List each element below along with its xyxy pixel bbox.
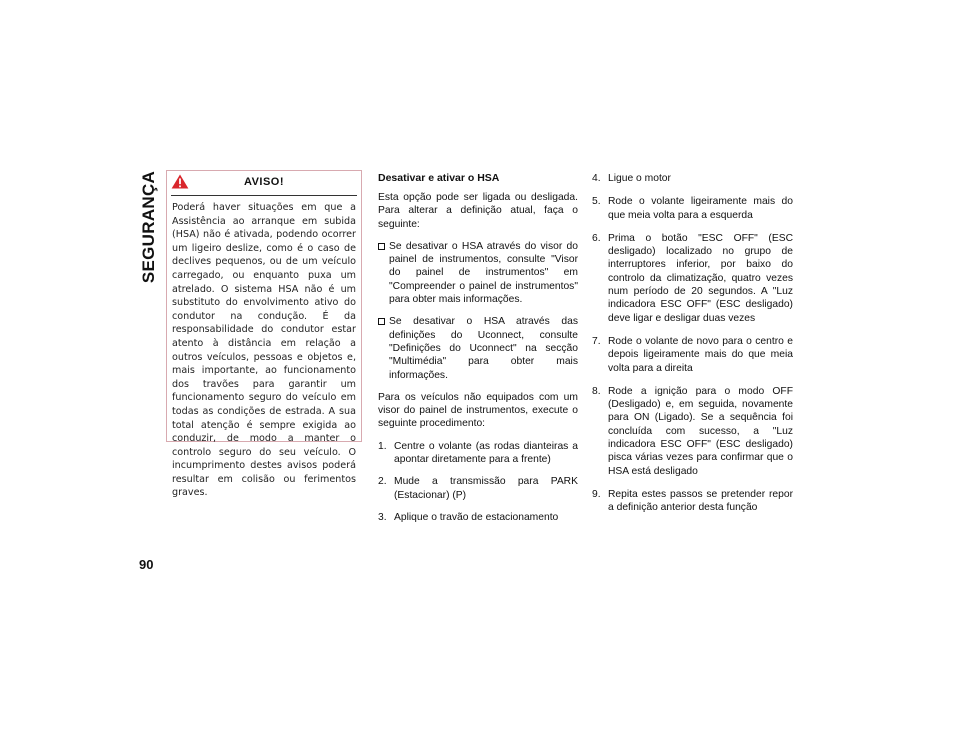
content-column-middle — [378, 172, 578, 533]
step-item — [592, 195, 793, 222]
step-text: Centre o volante (as rodas dianteiras a apontar diretamente para a frente) — [394, 440, 578, 466]
step-item — [378, 511, 578, 524]
content-column-right — [592, 172, 793, 525]
warning-header — [171, 171, 357, 196]
step-number: 7. — [592, 335, 601, 347]
step-item — [378, 475, 578, 502]
warning-title: AVISO! — [243, 176, 285, 188]
step-item — [378, 440, 578, 467]
step-number: 3. — [378, 511, 387, 523]
step-number: 2. — [378, 476, 387, 488]
checkbox-bullet-icon — [378, 318, 385, 325]
bullet-item — [378, 315, 578, 381]
step-item — [592, 488, 793, 515]
step-text: Mude a transmissão para PARK (Estacionar) (P) — [394, 476, 578, 501]
step-item — [592, 385, 793, 478]
section-title: Desativar e ativar o HSA — [378, 172, 500, 184]
step-text: Rode a ignição para o modo OFF (Desligado) e, em seguida, novamente para ON (Ligado). Se a sequência foi concluída com sucesso, a "Luz indicadora ESC OFF" (ESC desligado) pisca várias vezes para confirmar que o HSA está desligado — [608, 385, 793, 477]
bullet-item — [378, 240, 578, 306]
step-item — [592, 172, 793, 185]
step-number: 6. — [592, 232, 601, 244]
side-tab-label: SEGURANÇA — [139, 170, 158, 284]
step-number: 5. — [592, 196, 601, 208]
step-item — [592, 232, 793, 325]
procedure-intro: Para os veículos não equipados com um visor do painel de instrumentos, execute o seguinte procedimento: — [378, 391, 578, 430]
step-number: 1. — [378, 440, 387, 452]
page-number: 90 — [139, 557, 154, 572]
step-item — [592, 335, 793, 375]
warning-text: Poderá haver situações em que a Assistência ao arranque em subida (HSA) não é ativada, podendo ocorrer um ligeiro deslize, como é o caso de declives pequenos, ou de um veículo carregado, ou enquanto puxa um atrelado. O sistema HSA não é um substituto do envolvimento ativo do condutor na condução. É da responsabilidade do condutor estar atento à distância em relação a outros veículos, pessoas e objetos e, mais importante, ao funcionamento dos travões para garantir um funcionamento seguro do veículo em todas as condições de estrada. A sua total atenção é sempre exigida ao conduzir, de modo a manter o controlo seguro do seu veículo. O incumprimento destes avisos poderá resultar em colisão ou ferimentos graves. — [172, 202, 356, 499]
checkbox-bullet-icon — [378, 243, 385, 250]
step-number: 8. — [592, 385, 601, 397]
step-number: 9. — [592, 488, 601, 500]
step-text: Aplique o travão de estacionamento — [394, 511, 559, 523]
bullet-text: Se desativar o HSA através do visor do painel de instrumentos, consulte "Visor do painel de instrumentos" em "Compreender o painel de instrumentos" para obter mais informações. — [389, 240, 578, 306]
section-side-tab — [138, 172, 160, 282]
bullet-text: Se desativar o HSA através das definições do Uconnect, consulte "Definições do Uconnect" na secção "Multimédia" para obter mais informações. — [389, 316, 578, 381]
step-text: Ligue o motor — [608, 173, 671, 184]
step-text: Rode o volante de novo para o centro e depois ligeiramente mais do que meia volta para a direita — [608, 335, 793, 374]
step-text: Rode o volante ligeiramente mais do que meia volta para a esquerda — [608, 196, 793, 221]
step-number: 4. — [592, 173, 601, 184]
section-intro: Esta opção pode ser ligada ou desligada. Para alterar a definição atual, faça o seguinte: — [378, 192, 578, 230]
step-text: Prima o botão "ESC OFF" (ESC desligado) localizado no grupo de interruptores inferior, por baixo do controlo da climatização, quatro vezes num período de 20 segundos. A "Luz indicadora ESC OFF" (ESC desligado) deve ligar e desligar duas vezes — [608, 232, 793, 324]
warning-box — [166, 170, 362, 499]
step-text: Repita estes passos se pretender repor a definição anterior desta função — [608, 488, 793, 514]
